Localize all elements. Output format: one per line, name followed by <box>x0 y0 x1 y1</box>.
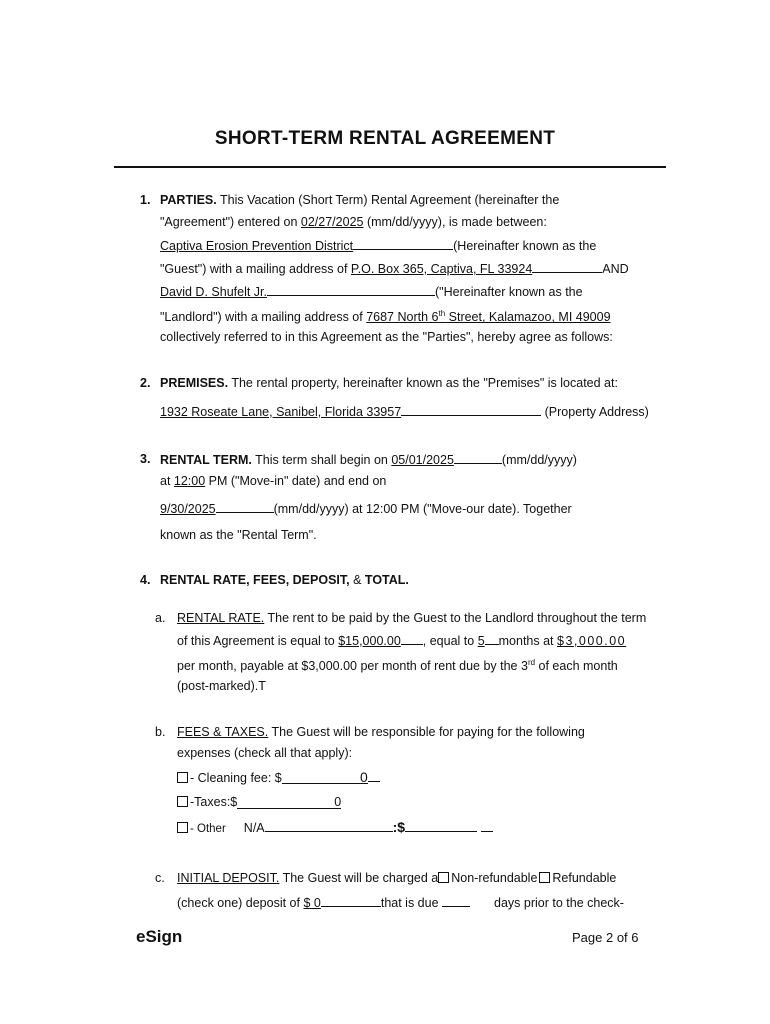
title-divider <box>114 166 666 168</box>
section-1-line-7: collectively referred to in this Agreement as the "Parties", hereby agree as follows: <box>160 330 613 344</box>
initial-deposit-heading: INITIAL DEPOSIT. <box>177 871 280 885</box>
section-4-number: 4. <box>140 573 151 587</box>
cleaning-fee-value[interactable]: 0 <box>282 771 368 784</box>
section-2-line-1: PREMISES. The rental property, hereinafter known as the "Premises" is located at: <box>160 376 618 390</box>
section-4-heading: RENTAL RATE, FEES, DEPOSIT, & TOTAL. <box>160 573 409 587</box>
landlord-name: David D. Shufelt Jr. <box>160 285 267 299</box>
document-title: SHORT-TERM RENTAL AGREEMENT <box>214 128 556 149</box>
total-rent: $15,000.00 <box>338 634 401 648</box>
section-3-number: 3. <box>140 452 151 466</box>
section-1-line-6: "Landlord") with a mailing address of 7687 North 6th Street, Kalamazoo, MI 49009 <box>160 309 611 325</box>
guest-name: Captiva Erosion Prevention District <box>160 239 354 253</box>
subsection-b-line-2: expenses (check all that apply): <box>177 746 353 760</box>
subsection-c-line-2: (check one) deposit of $ 0 that is due days prior to the check- <box>177 896 624 910</box>
section-1-heading: PARTIES. <box>160 193 217 207</box>
section-1-number: 1. <box>140 193 151 207</box>
taxes-row: -Taxes:$ 0 <box>177 794 341 810</box>
other-fee-checkbox[interactable] <box>177 822 188 833</box>
esign-logo: eSign <box>136 927 183 946</box>
section-3-line-3: 9/30/2025 (mm/dd/yyyy) at 12:00 PM ("Move-our date). Together <box>160 502 572 516</box>
fees-taxes-heading: FEES & TAXES. <box>177 725 269 739</box>
section-1-line-3: Captiva Erosion Prevention District (Hereinafter known as the <box>160 239 597 253</box>
subsection-a-letter: a. <box>155 611 166 625</box>
subsection-a-line-1: RENTAL RATE. The rent to be paid by the Guest to the Landlord throughout the term <box>177 611 647 625</box>
deposit-amount[interactable]: $ 0 <box>303 896 321 910</box>
section-1-line-2: "Agreement") entered on 02/27/2025 (mm/dd/yyyy), is made between: <box>160 215 547 229</box>
section-3-line-1: RENTAL TERM. This term shall begin on 05/01/2025 (mm/dd/yyyy) <box>160 453 577 467</box>
non-refundable-checkbox[interactable] <box>438 872 449 883</box>
agreement-date: 02/27/2025 <box>300 215 364 229</box>
subsection-b-line-1: FEES & TAXES. The Guest will be responsible for paying for the following <box>177 725 585 739</box>
premises-address: 1932 Roseate Lane, Sanibel, Florida 33957 <box>160 405 402 419</box>
subsection-a-line-3: per month, payable at $3,000.00 per month of rent due by the 3rd of each month <box>177 658 618 674</box>
page-number: Page 2 of 6 <box>572 930 639 945</box>
section-2-line-2: 1932 Roseate Lane, Sanibel, Florida 33957 (Property Address) <box>160 405 649 419</box>
deposit-days-field[interactable] <box>442 894 470 907</box>
landlord-address: 7687 North 6th Street, Kalamazoo, MI 49009 <box>366 309 611 325</box>
rental-rate-heading: RENTAL RATE. <box>177 611 265 625</box>
section-1-line-4: "Guest") with a mailing address of P.O. Box 365, Captiva, FL 33924 AND <box>160 262 629 276</box>
subsection-c-letter: c. <box>155 871 165 885</box>
subsection-b-letter: b. <box>155 725 166 739</box>
other-fee-row: - Other N/A :$ <box>177 819 493 837</box>
section-1-line-5: David D. Shufelt Jr. ("Hereinafter known as the <box>160 285 583 299</box>
months-count: 5 <box>477 634 485 648</box>
section-3-line-4: known as the "Rental Term". <box>160 528 317 542</box>
cleaning-fee-checkbox[interactable] <box>177 772 188 783</box>
subsection-a-line-2: of this Agreement is equal to $15,000.00 , equal to 5 months at $3,000.00 <box>177 634 627 648</box>
section-3-heading: RENTAL TERM. <box>160 453 252 467</box>
taxes-value[interactable]: 0 <box>237 796 341 809</box>
section-3-line-2: at 12:00 PM ("Move-in" date) and end on <box>160 474 387 488</box>
refundable-checkbox[interactable] <box>539 872 550 883</box>
monthly-rent: $3,000.00 <box>557 634 627 648</box>
section-2-heading: PREMISES. <box>160 376 229 390</box>
move-in-time: 12:00 <box>173 474 206 488</box>
section-1-line-1: PARTIES. This Vacation (Short Term) Rental Agreement (hereinafter the <box>160 193 560 207</box>
start-date: 05/01/2025 <box>391 453 454 467</box>
other-fee-value[interactable]: N/A <box>243 821 265 835</box>
section-2-number: 2. <box>140 376 151 390</box>
end-date: 9/30/2025 <box>160 502 216 516</box>
subsection-c-line-1: INITIAL DEPOSIT. The Guest will be charged a Non-refundable Refundable <box>177 871 617 885</box>
subsection-a-line-4: (post-marked).T <box>177 679 266 693</box>
cleaning-fee-row: - Cleaning fee: $ 0 <box>177 769 380 786</box>
guest-address: P.O. Box 365, Captiva, FL 33924 <box>350 262 533 276</box>
taxes-checkbox[interactable] <box>177 796 188 807</box>
